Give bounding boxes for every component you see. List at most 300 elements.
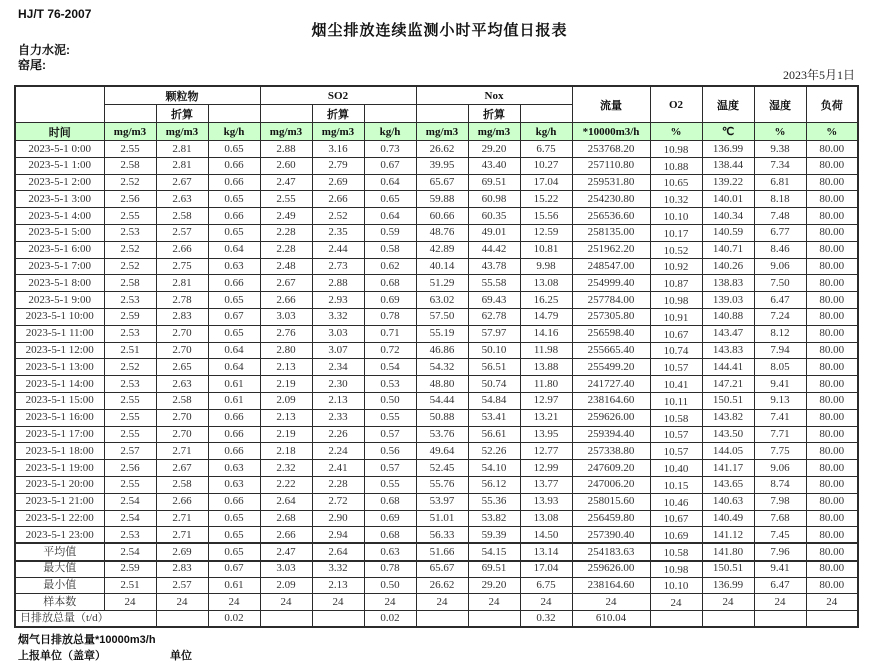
cell-humidity: 8.05 <box>754 359 806 376</box>
cell-time: 2023-5-1 15:00 <box>15 392 104 409</box>
table-row <box>15 426 858 443</box>
cell-pm-kgh: 0.66 <box>208 493 260 510</box>
cell-flow: 259626.00 <box>572 560 650 577</box>
cell-nox-kgh: 17.04 <box>520 174 572 191</box>
cell-so2-converted: 3.16 <box>312 141 364 158</box>
cell-flow: 255499.20 <box>572 359 650 376</box>
cell-so2: 2.49 <box>260 208 312 225</box>
cell-so2-converted: 2.44 <box>312 241 364 258</box>
header-flow: 流量 <box>572 86 650 123</box>
cell-temp: 139.03 <box>702 292 754 309</box>
cell-time: 2023-5-1 9:00 <box>15 292 104 309</box>
cell-nox: 55.19 <box>416 325 468 342</box>
cell-humidity: 6.81 <box>754 174 806 191</box>
unit-humidity-pct: % <box>754 123 806 141</box>
cell-pm: 2.52 <box>104 174 156 191</box>
cell-nox: 51.29 <box>416 275 468 292</box>
cell-pm-converted <box>156 611 208 627</box>
cell-nox-kgh: 14.50 <box>520 527 572 544</box>
cell-so2-kgh: 0.50 <box>364 392 416 409</box>
cell-nox-converted: 60.98 <box>468 191 520 208</box>
cell-pm: 2.53 <box>104 527 156 544</box>
cell-so2-kgh: 0.64 <box>364 208 416 225</box>
unit-so2-kgh: kg/h <box>364 123 416 141</box>
cell-nox-kgh: 10.27 <box>520 157 572 174</box>
cell-pm-kgh: 0.66 <box>208 208 260 225</box>
cell-load: 80.00 <box>806 493 858 510</box>
header-time: 时间 <box>15 123 104 141</box>
cell-load: 80.00 <box>806 543 858 560</box>
cell-pm-kgh: 0.66 <box>208 275 260 292</box>
cell-so2-kgh: 0.59 <box>364 224 416 241</box>
cell-nox: 65.67 <box>416 174 468 191</box>
station-name: 窑尾: <box>18 58 46 72</box>
cell-load: 24 <box>806 594 858 611</box>
table-row <box>15 308 858 325</box>
cell-flow: 258135.00 <box>572 224 650 241</box>
header-converted-pm: 折算 <box>156 105 208 123</box>
cell-nox: 51.01 <box>416 510 468 527</box>
main-data-table <box>14 85 859 562</box>
cell-load: 80.00 <box>806 426 858 443</box>
cell-humidity: 7.71 <box>754 426 806 443</box>
cell-so2-converted: 2.73 <box>312 258 364 275</box>
cell-pm-converted: 2.70 <box>156 342 208 359</box>
unit-flow: *10000m3/h <box>572 123 650 141</box>
header-nox: Nox <box>416 86 572 105</box>
cell-so2: 2.47 <box>260 174 312 191</box>
cell-flow: 258015.60 <box>572 493 650 510</box>
cell-so2: 24 <box>260 594 312 611</box>
cell-nox-kgh: 24 <box>520 594 572 611</box>
cell-so2-converted: 2.64 <box>312 543 364 560</box>
report-date: 2023年5月1日 <box>782 68 855 82</box>
cell-pm-converted: 2.58 <box>156 208 208 225</box>
daily-total-row <box>15 611 858 627</box>
cell-so2-converted: 2.24 <box>312 443 364 460</box>
cell-nox-converted: 29.20 <box>468 141 520 158</box>
cell-pm-kgh: 0.63 <box>208 258 260 275</box>
cell-pm-converted: 2.69 <box>156 543 208 560</box>
cell-pm-kgh: 0.63 <box>208 476 260 493</box>
unit-load-pct: % <box>806 123 858 141</box>
table-row <box>15 493 858 510</box>
cell-nox-kgh: 13.88 <box>520 359 572 376</box>
cell-nox-kgh: 15.22 <box>520 191 572 208</box>
cell-pm-converted: 2.58 <box>156 476 208 493</box>
cell-so2-kgh: 0.69 <box>364 292 416 309</box>
cell-so2: 2.47 <box>260 543 312 560</box>
cell-so2: 2.09 <box>260 577 312 594</box>
cell-temp: 150.51 <box>702 560 754 577</box>
cell-so2-kgh: 0.71 <box>364 325 416 342</box>
cell-humidity: 7.68 <box>754 510 806 527</box>
cell-pm: 2.52 <box>104 359 156 376</box>
cell-flow: 251962.20 <box>572 241 650 258</box>
cell-humidity: 7.50 <box>754 275 806 292</box>
cell-nox: 63.02 <box>416 292 468 309</box>
cell-flow: 257110.80 <box>572 157 650 174</box>
header-group-row <box>15 86 858 105</box>
cell-time: 2023-5-1 22:00 <box>15 510 104 527</box>
cell-flow: 255665.40 <box>572 342 650 359</box>
cell-temp: 150.51 <box>702 392 754 409</box>
cell-load: 80.00 <box>806 292 858 309</box>
cell-pm-kgh: 0.61 <box>208 376 260 393</box>
cell-pm-converted: 2.75 <box>156 258 208 275</box>
cell-nox-kgh: 13.14 <box>520 543 572 560</box>
cell-nox: 54.44 <box>416 392 468 409</box>
header-o2: O2 <box>650 86 702 123</box>
table-row <box>15 191 858 208</box>
cell-time: 2023-5-1 0:00 <box>15 141 104 158</box>
cell-so2-kgh: 0.78 <box>364 560 416 577</box>
cell-load: 80.00 <box>806 392 858 409</box>
cell-nox-kgh: 12.59 <box>520 224 572 241</box>
cell-nox: 50.88 <box>416 409 468 426</box>
cell-o2: 10.40 <box>650 460 702 477</box>
cell-time: 平均值 <box>15 543 104 560</box>
cell-humidity: 9.38 <box>754 141 806 158</box>
cell-o2: 10.11 <box>650 392 702 409</box>
table-row <box>15 141 858 158</box>
cell-nox: 55.76 <box>416 476 468 493</box>
table-row <box>15 443 858 460</box>
cell-so2: 2.68 <box>260 510 312 527</box>
cell-nox-kgh: 13.77 <box>520 476 572 493</box>
cell-o2: 10.67 <box>650 325 702 342</box>
cell-so2-converted: 2.28 <box>312 476 364 493</box>
cell-so2: 2.64 <box>260 493 312 510</box>
cell-time: 2023-5-1 19:00 <box>15 460 104 477</box>
cell-pm: 2.51 <box>104 342 156 359</box>
cell-time: 2023-5-1 23:00 <box>15 527 104 544</box>
cell-so2: 2.76 <box>260 325 312 342</box>
cell-nox-converted: 29.20 <box>468 577 520 594</box>
cell-humidity: 9.06 <box>754 258 806 275</box>
cell-so2: 2.80 <box>260 342 312 359</box>
cell-load: 80.00 <box>806 476 858 493</box>
cell-pm: 2.53 <box>104 292 156 309</box>
cell-pm: 2.51 <box>104 577 156 594</box>
cell-time: 2023-5-1 10:00 <box>15 308 104 325</box>
summary-table <box>14 542 859 628</box>
table-row <box>15 376 858 393</box>
cell-so2: 2.18 <box>260 443 312 460</box>
summary-row <box>15 594 858 611</box>
cell-pm-converted: 2.83 <box>156 560 208 577</box>
cell-so2: 2.19 <box>260 376 312 393</box>
cell-so2-converted <box>312 611 364 627</box>
cell-pm: 2.52 <box>104 241 156 258</box>
cell-humidity: 8.18 <box>754 191 806 208</box>
cell-nox: 53.97 <box>416 493 468 510</box>
cell-pm-converted: 2.67 <box>156 174 208 191</box>
cell-nox: 42.89 <box>416 241 468 258</box>
cell-so2-converted: 2.26 <box>312 426 364 443</box>
cell-nox-kgh: 11.80 <box>520 376 572 393</box>
cell-temp: 141.80 <box>702 543 754 560</box>
cell-load: 80.00 <box>806 224 858 241</box>
cell-pm-kgh: 0.65 <box>208 543 260 560</box>
cell-nox-kgh: 12.99 <box>520 460 572 477</box>
cell-flow: 238164.60 <box>572 392 650 409</box>
cell-pm-converted: 2.83 <box>156 308 208 325</box>
cell-pm: 2.55 <box>104 476 156 493</box>
cell-so2-converted: 2.41 <box>312 460 364 477</box>
cell-time: 2023-5-1 6:00 <box>15 241 104 258</box>
cell-load: 80.00 <box>806 527 858 544</box>
cell-flow: 247006.20 <box>572 476 650 493</box>
cell-o2: 10.98 <box>650 560 702 577</box>
cell-pm-converted: 2.58 <box>156 392 208 409</box>
unit-so2-converted-mgm3: mg/m3 <box>312 123 364 141</box>
cell-temp: 140.34 <box>702 208 754 225</box>
cell-so2-kgh: 0.62 <box>364 258 416 275</box>
cell-load: 80.00 <box>806 409 858 426</box>
cell-time: 样本数 <box>15 594 104 611</box>
cell-load: 80.00 <box>806 308 858 325</box>
cell-nox-kgh: 16.25 <box>520 292 572 309</box>
cell-nox-converted: 54.15 <box>468 543 520 560</box>
cell-pm-converted: 2.78 <box>156 292 208 309</box>
cell-pm-converted: 2.71 <box>156 510 208 527</box>
cell-o2: 10.58 <box>650 409 702 426</box>
cell-load: 80.00 <box>806 577 858 594</box>
cell-pm-kgh: 0.65 <box>208 510 260 527</box>
cell-flow: 238164.60 <box>572 577 650 594</box>
cell-so2-converted: 2.13 <box>312 577 364 594</box>
cell-humidity: 7.98 <box>754 493 806 510</box>
cell-pm-kgh: 0.66 <box>208 174 260 191</box>
cell-pm: 24 <box>104 594 156 611</box>
cell-nox-converted: 60.35 <box>468 208 520 225</box>
cell-nox <box>416 611 468 627</box>
cell-nox-converted: 52.26 <box>468 443 520 460</box>
cell-nox-converted: 50.74 <box>468 376 520 393</box>
cell-nox-converted: 69.51 <box>468 174 520 191</box>
cell-temp: 138.44 <box>702 157 754 174</box>
cell-pm: 2.54 <box>104 543 156 560</box>
cell-nox-converted: 56.51 <box>468 359 520 376</box>
cell-pm-kgh: 0.65 <box>208 191 260 208</box>
cell-so2: 2.13 <box>260 359 312 376</box>
cell-nox: 65.67 <box>416 560 468 577</box>
cell-nox: 48.76 <box>416 224 468 241</box>
cell-nox: 39.95 <box>416 157 468 174</box>
table-row <box>15 241 858 258</box>
cell-nox-converted: 55.36 <box>468 493 520 510</box>
cell-o2: 10.52 <box>650 241 702 258</box>
cell-so2-kgh: 0.68 <box>364 493 416 510</box>
header-units-row <box>15 123 858 141</box>
cell-pm-kgh: 0.02 <box>208 611 260 627</box>
cell-so2-converted: 2.30 <box>312 376 364 393</box>
cell-nox-kgh: 10.81 <box>520 241 572 258</box>
cell-o2: 10.88 <box>650 157 702 174</box>
cell-o2: 10.57 <box>650 426 702 443</box>
table-row <box>15 224 858 241</box>
header-particulate: 颗粒物 <box>104 86 260 105</box>
cell-humidity: 8.12 <box>754 325 806 342</box>
cell-so2-converted: 2.52 <box>312 208 364 225</box>
cell-pm-kgh: 0.67 <box>208 560 260 577</box>
cell-load: 80.00 <box>806 241 858 258</box>
unit-pm-kgh: kg/h <box>208 123 260 141</box>
cell-load: 80.00 <box>806 376 858 393</box>
table-row <box>15 510 858 527</box>
cell-time: 最小值 <box>15 577 104 594</box>
cell-so2: 3.03 <box>260 308 312 325</box>
cell-pm-kgh: 0.66 <box>208 426 260 443</box>
cell-load: 80.00 <box>806 157 858 174</box>
cell-flow: 257338.80 <box>572 443 650 460</box>
footer-reporting-unit-label: 上报单位（盖章） <box>18 650 106 662</box>
unit-nox-converted-mgm3: mg/m3 <box>468 123 520 141</box>
cell-pm-kgh: 0.65 <box>208 292 260 309</box>
header-so2: SO2 <box>260 86 416 105</box>
cell-o2: 10.69 <box>650 527 702 544</box>
cell-pm-converted: 2.70 <box>156 426 208 443</box>
cell-so2-kgh: 0.55 <box>364 476 416 493</box>
table-row <box>15 325 858 342</box>
cell-flow: 259394.40 <box>572 426 650 443</box>
cell-nox-converted: 44.42 <box>468 241 520 258</box>
cell-temp: 144.41 <box>702 359 754 376</box>
cell-time: 最大值 <box>15 560 104 577</box>
cell-o2: 10.87 <box>650 275 702 292</box>
cell-so2: 2.66 <box>260 527 312 544</box>
cell-load: 80.00 <box>806 359 858 376</box>
cell-so2-converted: 2.66 <box>312 191 364 208</box>
cell-humidity: 7.45 <box>754 527 806 544</box>
header-blank-cell <box>15 86 104 123</box>
cell-flow: 256598.40 <box>572 325 650 342</box>
cell-temp: 24 <box>702 594 754 611</box>
cell-time: 2023-5-1 8:00 <box>15 275 104 292</box>
cell-nox: 53.76 <box>416 426 468 443</box>
cell-flow: 253768.20 <box>572 141 650 158</box>
cell-so2-converted: 3.07 <box>312 342 364 359</box>
cell-flow: 254230.80 <box>572 191 650 208</box>
cell-so2-converted: 2.35 <box>312 224 364 241</box>
cell-nox-converted: 59.39 <box>468 527 520 544</box>
cell-so2: 2.67 <box>260 275 312 292</box>
summary-row <box>15 577 858 594</box>
cell-time: 2023-5-1 17:00 <box>15 426 104 443</box>
cell-nox-converted: 54.10 <box>468 460 520 477</box>
cell-humidity: 7.41 <box>754 409 806 426</box>
cell-so2: 2.60 <box>260 157 312 174</box>
cell-o2: 24 <box>650 594 702 611</box>
cell-so2-kgh: 0.67 <box>364 157 416 174</box>
cell-nox-converted: 57.97 <box>468 325 520 342</box>
header-temperature: 温度 <box>702 86 754 123</box>
footer-flue-gas-total-note: 烟气日排放总量*10000m3/h <box>18 634 156 646</box>
cell-temp: 140.71 <box>702 241 754 258</box>
cell-pm: 2.58 <box>104 157 156 174</box>
cell-temp: 141.17 <box>702 460 754 477</box>
table-row <box>15 258 858 275</box>
cell-so2-kgh: 0.55 <box>364 409 416 426</box>
table-row <box>15 460 858 477</box>
cell-so2-converted: 2.69 <box>312 174 364 191</box>
cell-so2: 2.28 <box>260 224 312 241</box>
cell-load: 80.00 <box>806 560 858 577</box>
cell-nox-kgh: 13.95 <box>520 426 572 443</box>
cell-load: 80.00 <box>806 342 858 359</box>
cell-load: 80.00 <box>806 275 858 292</box>
cell-temp: 143.83 <box>702 342 754 359</box>
cell-so2-kgh: 0.57 <box>364 426 416 443</box>
cell-temp: 140.49 <box>702 510 754 527</box>
cell-nox-kgh: 0.32 <box>520 611 572 627</box>
cell-pm: 2.55 <box>104 426 156 443</box>
cell-nox-kgh: 13.21 <box>520 409 572 426</box>
cell-so2-converted: 2.90 <box>312 510 364 527</box>
cell-o2: 10.32 <box>650 191 702 208</box>
cell-flow: 257390.40 <box>572 527 650 544</box>
cell-temp: 143.65 <box>702 476 754 493</box>
cell-temp: 140.59 <box>702 224 754 241</box>
cell-humidity: 7.75 <box>754 443 806 460</box>
cell-pm: 2.53 <box>104 376 156 393</box>
cell-temp: 144.05 <box>702 443 754 460</box>
table-row <box>15 409 858 426</box>
cell-nox-converted: 62.78 <box>468 308 520 325</box>
cell-pm-converted: 2.71 <box>156 443 208 460</box>
table-row <box>15 208 858 225</box>
cell-so2: 3.03 <box>260 560 312 577</box>
cell-humidity: 6.47 <box>754 577 806 594</box>
cell-flow: 257305.80 <box>572 308 650 325</box>
cell-time: 2023-5-1 4:00 <box>15 208 104 225</box>
cell-pm-kgh: 24 <box>208 594 260 611</box>
cell-load: 80.00 <box>806 208 858 225</box>
cell-nox: 48.80 <box>416 376 468 393</box>
cell-pm-converted: 2.81 <box>156 157 208 174</box>
cell-temp: 138.83 <box>702 275 754 292</box>
cell-so2-kgh: 0.69 <box>364 510 416 527</box>
cell-humidity: 6.47 <box>754 292 806 309</box>
cell-so2-kgh: 24 <box>364 594 416 611</box>
table-row <box>15 342 858 359</box>
unit-o2-pct: % <box>650 123 702 141</box>
cell-nox: 57.50 <box>416 308 468 325</box>
cell-humidity: 7.34 <box>754 157 806 174</box>
summary-row <box>15 543 858 560</box>
cell-pm-kgh: 0.67 <box>208 308 260 325</box>
cell-so2: 2.88 <box>260 141 312 158</box>
cell-nox-converted: 43.40 <box>468 157 520 174</box>
header-blank-cell <box>208 105 260 123</box>
cell-pm-converted: 2.71 <box>156 527 208 544</box>
cell-nox-converted: 55.58 <box>468 275 520 292</box>
cell-pm: 2.56 <box>104 460 156 477</box>
cell-pm-kgh: 0.66 <box>208 443 260 460</box>
header-converted-nox: 折算 <box>468 105 520 123</box>
cell-pm: 2.56 <box>104 191 156 208</box>
cell-nox-kgh: 17.04 <box>520 560 572 577</box>
cell-temp: 147.21 <box>702 376 754 393</box>
cell-pm: 2.59 <box>104 560 156 577</box>
cell-load: 80.00 <box>806 141 858 158</box>
cell-nox-kgh: 6.75 <box>520 577 572 594</box>
standard-code: HJ/T 76-2007 <box>18 7 92 21</box>
cell-pm-converted: 2.63 <box>156 191 208 208</box>
cell-nox-converted: 43.78 <box>468 258 520 275</box>
cell-so2: 2.09 <box>260 392 312 409</box>
